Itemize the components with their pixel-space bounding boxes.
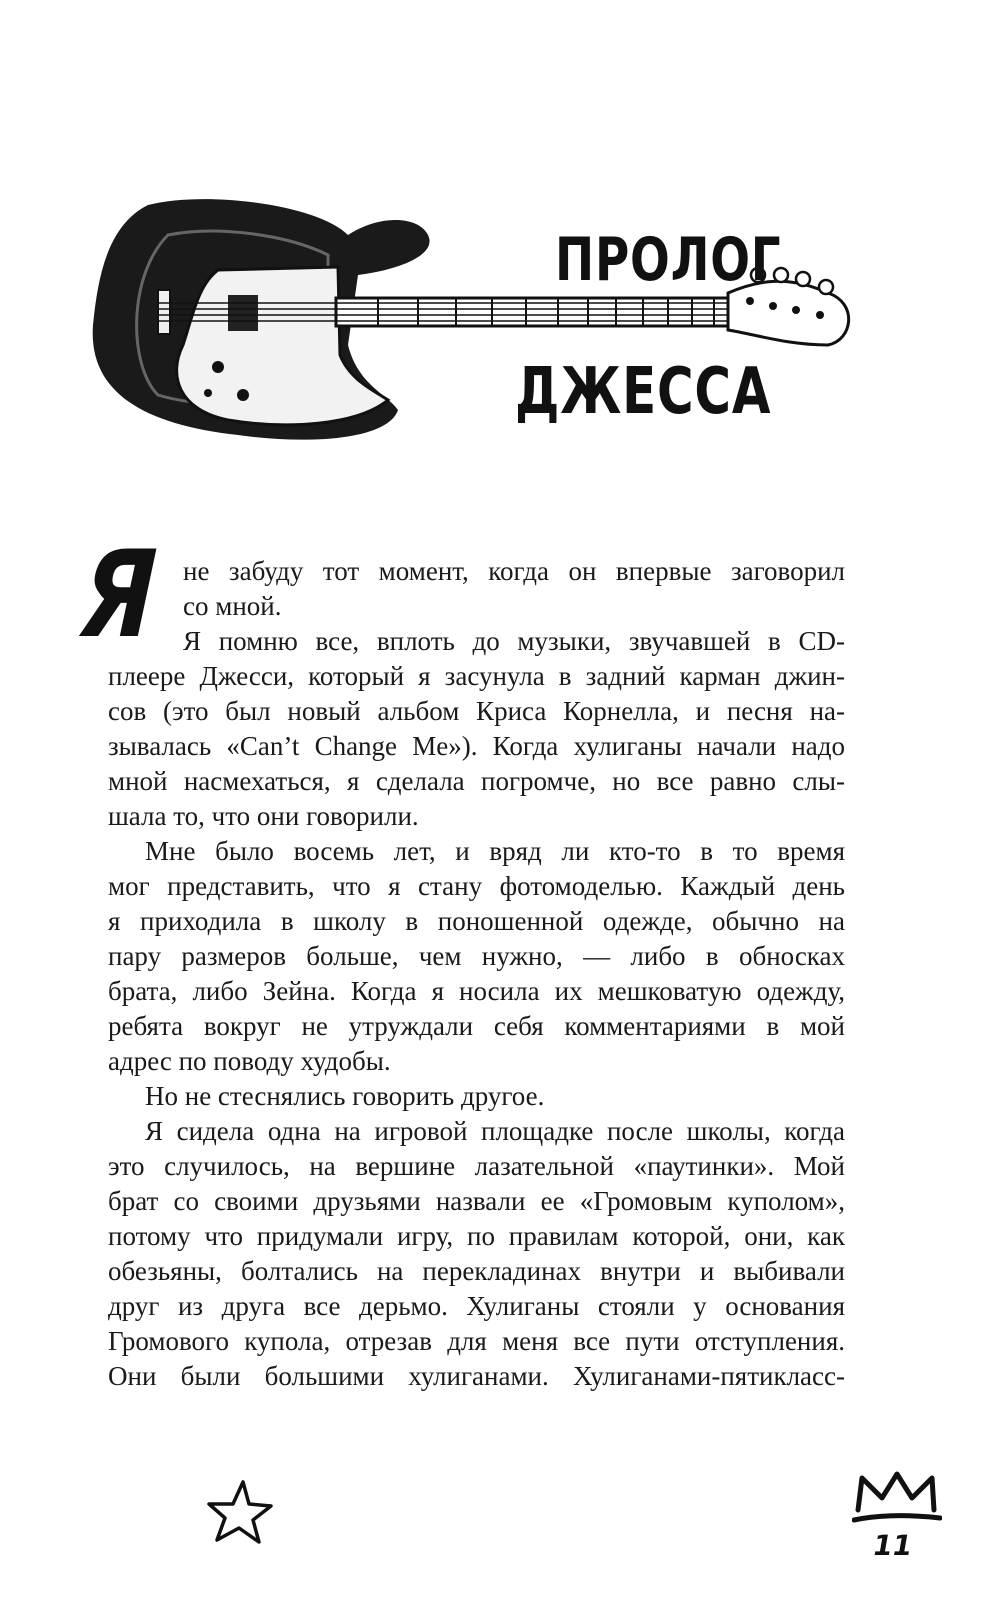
star-icon [205,1478,275,1548]
text-line: потому что придумали игру, по правилам которой, они, как [108,1221,845,1251]
drop-cap: Я [66,526,171,665]
text-line: Громового купола, отрезав для меня все пути отступления. [108,1326,845,1356]
guitar-pickguard [177,267,388,425]
text-line: Они были большими хулиганами. Хулиганами-пятикласс- [108,1361,845,1391]
text-line: Но не стеснялись говорить другое. [145,1081,545,1111]
chapter-narrator: ДЖЕССА [515,355,772,429]
text-line: друг из друга все дерьмо. Хулиганы стояли у основания [108,1291,845,1321]
text-line: шала то, что они говорили. [108,801,419,831]
text-line: со мной. [183,591,282,621]
text-line: зывалась «Can’t Change Me»). Когда хулиганы начали надо [108,731,845,761]
crown-icon [852,1468,942,1530]
text-line: ребята вокруг не утруждали себя комментариями в мой [108,1011,845,1041]
text-line: не забуду тот момент, когда он впервые заговорил [183,556,845,586]
text-line: брат со своими друзьями назвали ее «Громовым куполом», [108,1186,845,1216]
chapter-title: ПРОЛОГ [555,225,782,295]
guitar-neck [336,298,731,326]
text-line: брата, либо Зейна. Когда я носила их мешковатую одежду, [108,976,845,1006]
text-line: пару размеров больше, чем нужно, — либо в обносках [108,941,845,971]
text-line: адрес по поводу худобы. [108,1046,391,1076]
text-line: сов (это был новый альбом Криса Корнелла, и песня на- [108,696,845,726]
text-line: я приходила в школу в поношенной одежде, обычно на [108,906,845,936]
body-text [108,554,845,1394]
text-line: мог представить, что я стану фотомоделью. Каждый день [108,871,845,901]
page-number: 11 [870,1529,915,1562]
text-line: мной насмехаться, я сделала погромче, но все равно слы- [108,766,845,796]
text-line: это случилось, на вершине лазательной «паутинки». Мой [108,1151,845,1181]
text-line: обезьяны, болтались на перекладинах внутри и выбивали [108,1256,845,1286]
text-line: плеере Джесси, который я засунула в задний карман джин- [108,661,845,691]
text-line: Я помню все, вплоть до музыки, звучавшей в CD- [183,626,845,656]
text-line: Я сидела одна на игровой площадке после школы, когда [145,1116,845,1146]
text-line: Мне было восемь лет, и вряд ли кто-то в то время [145,836,845,866]
